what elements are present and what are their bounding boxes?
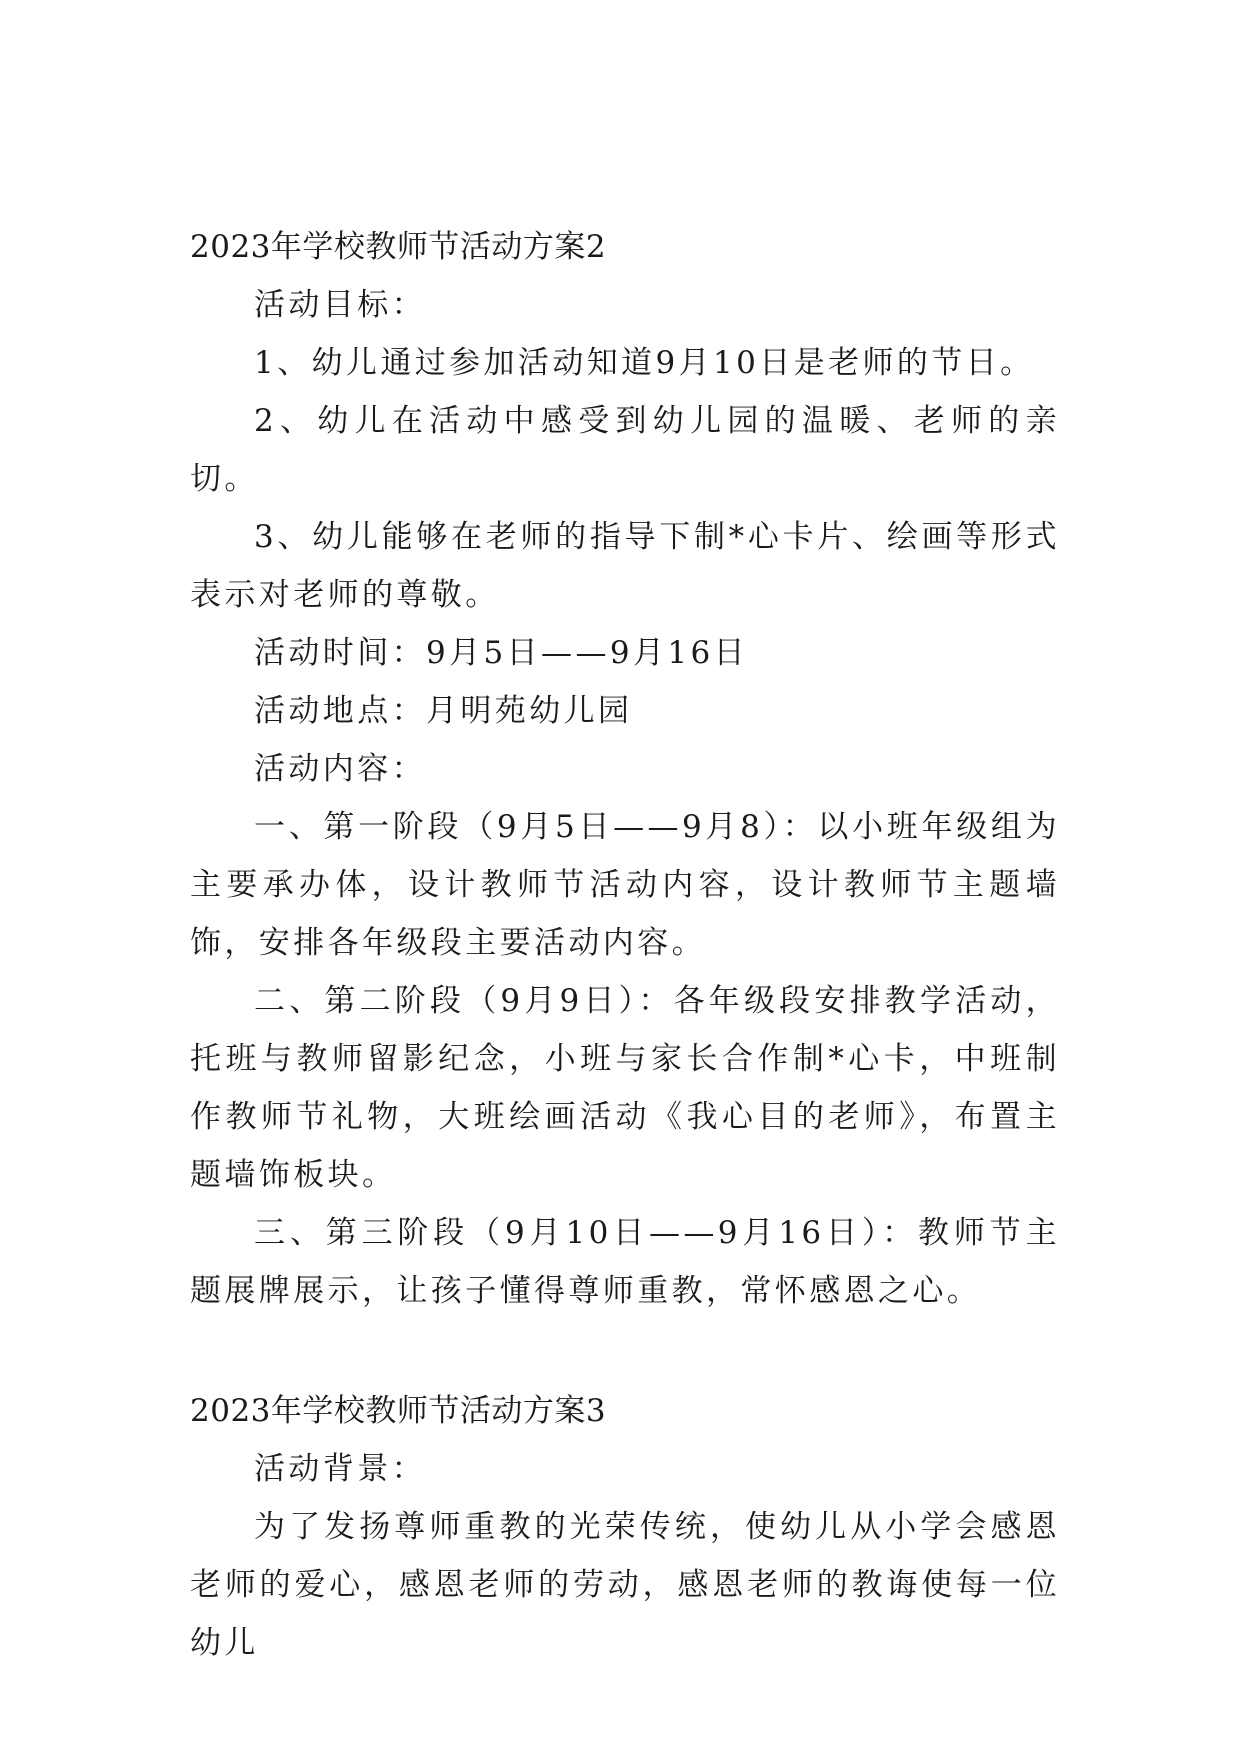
section-title: 2023年学校教师节活动方案3 (190, 1393, 607, 1429)
paragraph-stage-2: 二、第二阶段（9月9日）：各年级段安排教学活动，托班与教师留影纪念，小班与家长合作制*心卡，中班制作教师节礼物，大班绘画活动《我心目的老师》，布置主题墙饰板块。 (190, 983, 1060, 1193)
paragraph-goal-3: 3、幼儿能够在老师的指导下制*心卡片、绘画等形式表示对老师的尊敬。 (190, 519, 1060, 613)
paragraph-time: 活动时间：9月5日——9月16日 (254, 635, 749, 671)
paragraph-stage-1: 一、第一阶段（9月5日——9月8）：以小班年级组为主要承办体，设计教师节活动内容，设计教师节主题墙饰，安排各年级段主要活动内容。 (190, 809, 1060, 961)
paragraph-goal-label: 活动目标： (254, 287, 426, 323)
paragraph-goal-1: 1、幼儿通过参加活动知道9月10日是老师的节日。 (254, 345, 1035, 381)
paragraph-location: 活动地点：月明苑幼儿园 (254, 693, 633, 729)
paragraph-content-label: 活动内容： (254, 751, 426, 787)
section-title: 2023年学校教师节活动方案2 (190, 229, 607, 265)
paragraph-goal-2: 2、幼儿在活动中感受到幼儿园的温暖、老师的亲切。 (190, 403, 1060, 497)
section-plan-2 (190, 218, 1060, 1320)
paragraph-background-label: 活动背景： (254, 1451, 426, 1487)
document-body (190, 218, 1060, 1672)
paragraph-stage-3: 三、第三阶段（9月10日——9月16日）：教师节主题展牌展示，让孩子懂得尊师重教，常怀感恩之心。 (190, 1215, 1060, 1309)
paragraph-background: 为了发扬尊师重教的光荣传统，使幼儿从小学会感恩老师的爱心，感恩老师的劳动，感恩老师的教诲使每一位幼儿 (190, 1509, 1060, 1661)
section-plan-3 (190, 1382, 1060, 1672)
